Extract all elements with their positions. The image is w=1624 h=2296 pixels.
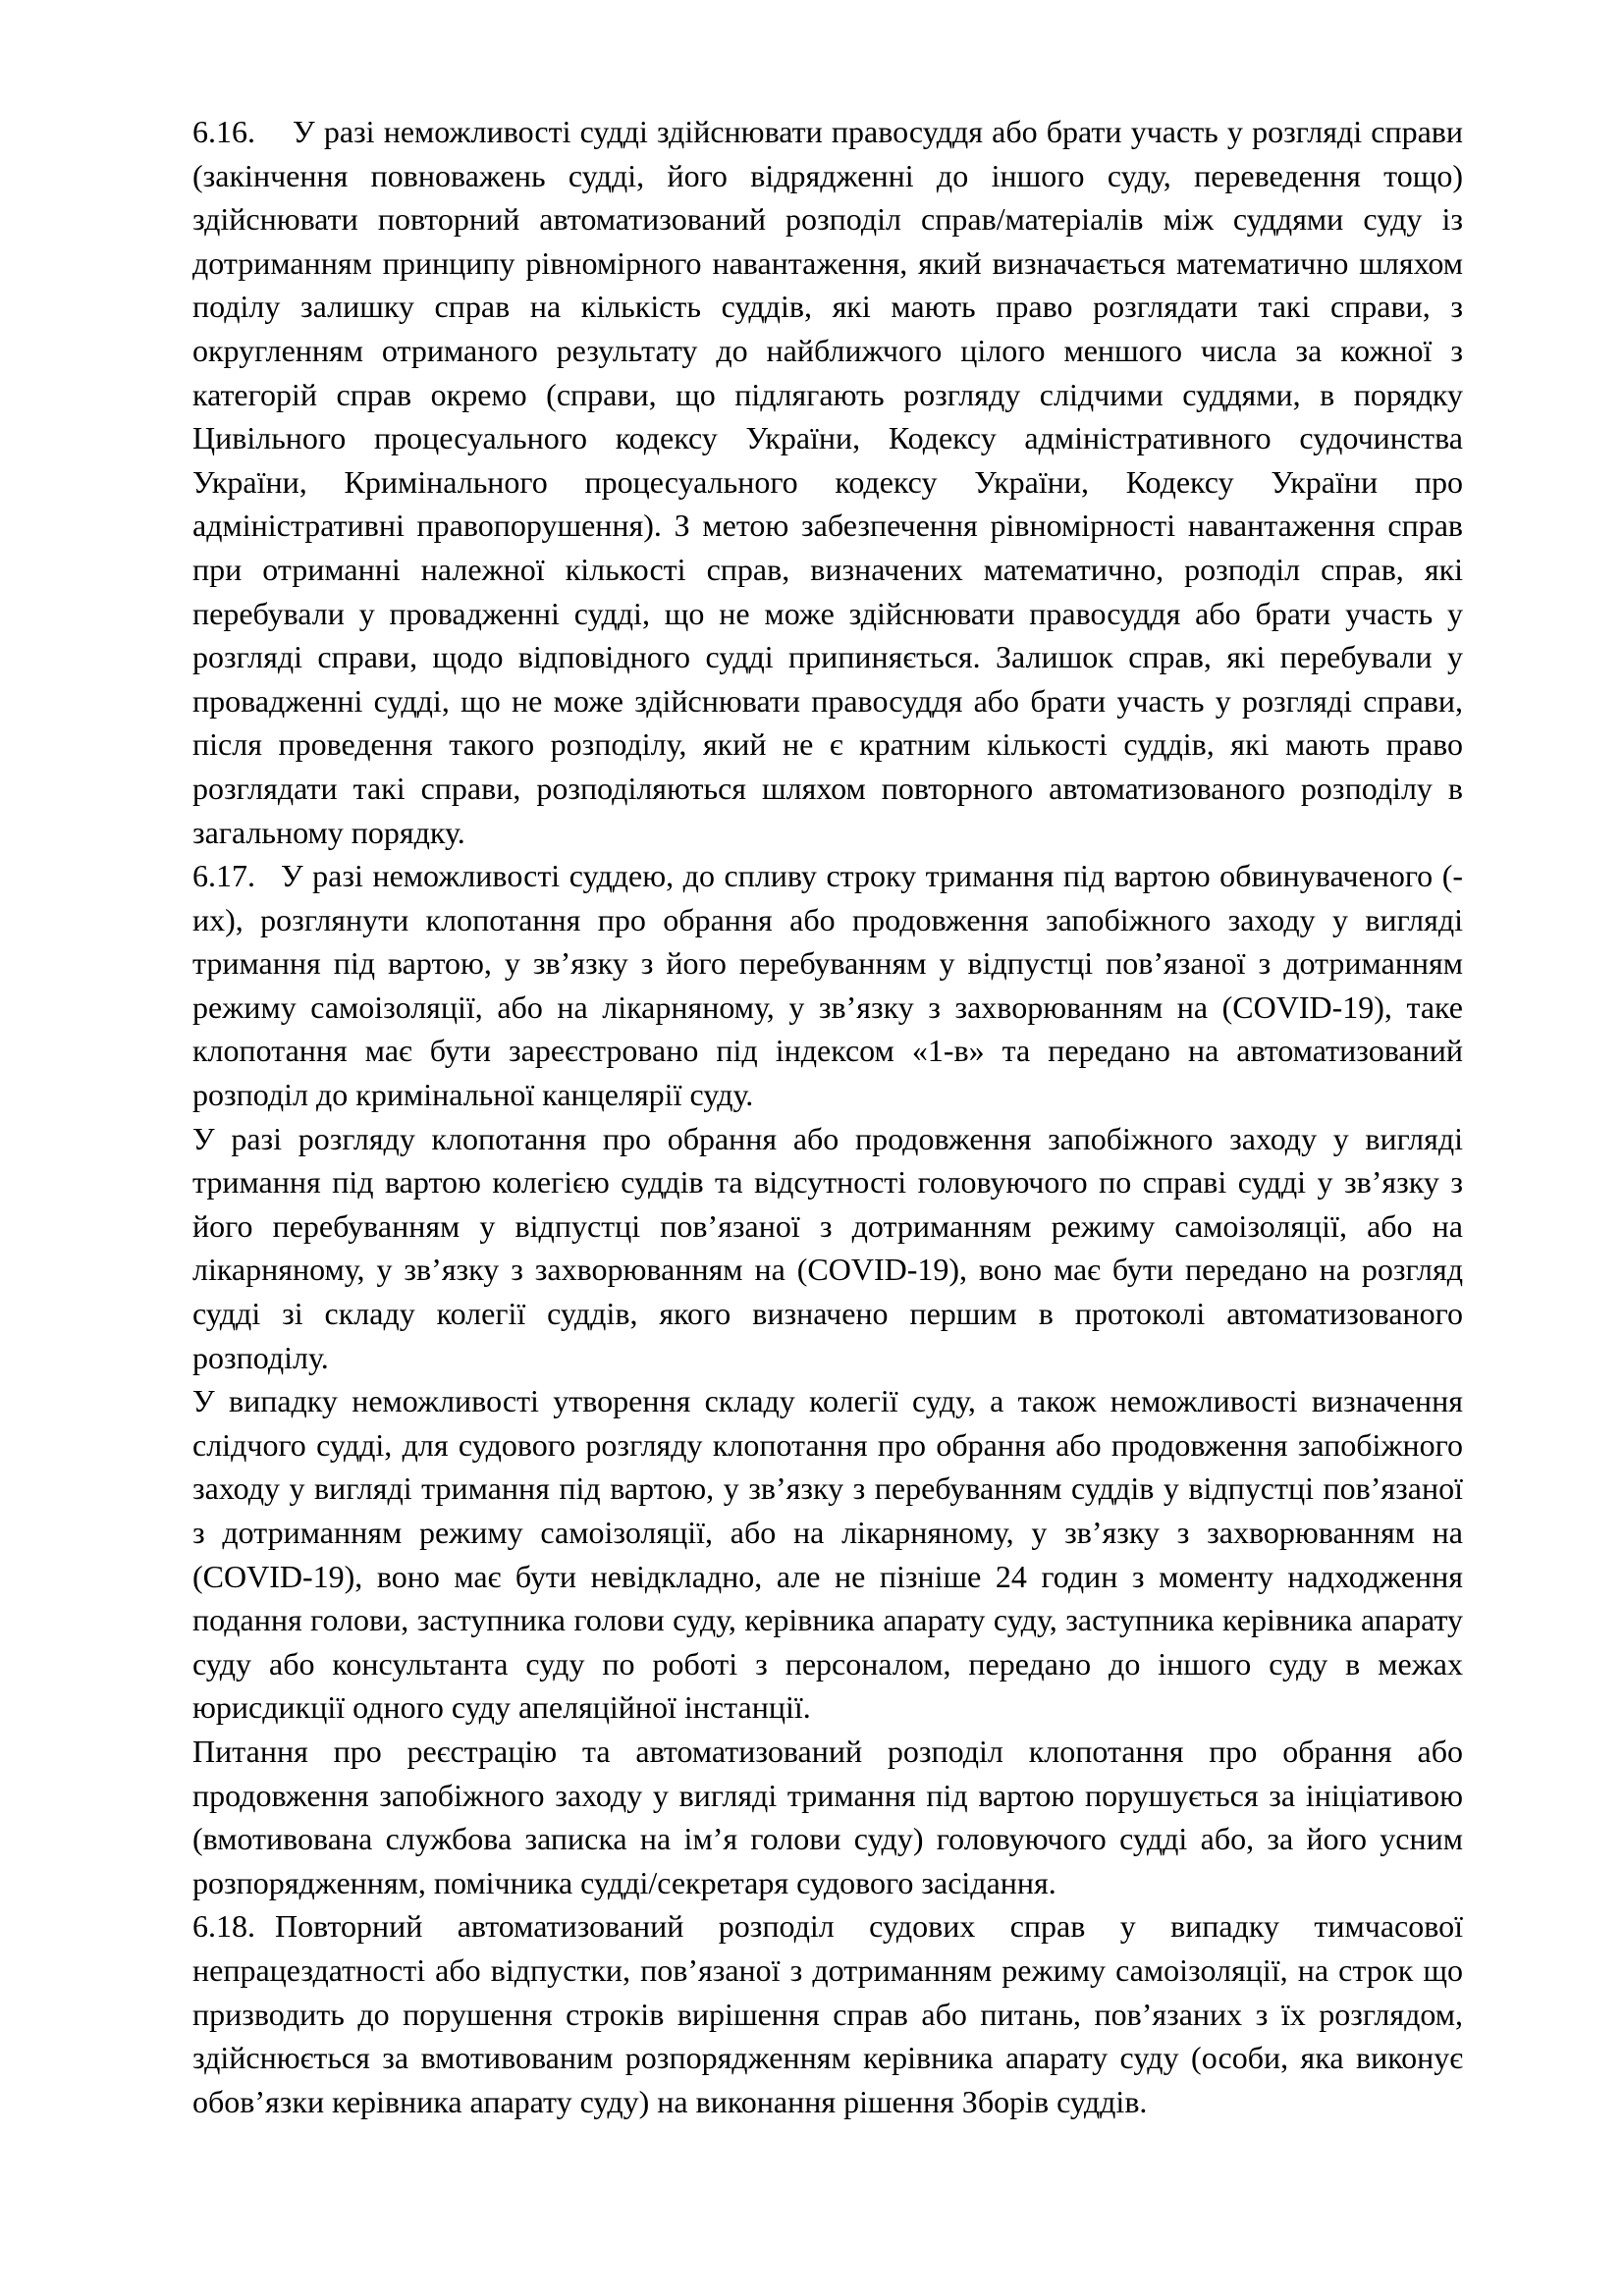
section-text: У разі неможливості судді здійснювати правосуддя або брати участь у розгляді справи (закінчення повноважень судді, його відрядженні до іншого суду, переведення тощо) здійснювати повторний автоматизований розподіл справ/матеріалів між суддями суду із дотриманням принципу рівномірного навантаження, який визначається математично шляхом поділу залишку справ на кількість суддів, які мають право розглядати такі справи, з округленням отриманого результату до найближчого цілого меншого числа за кожної з категорій справ окремо (справи, що підлягають розгляду слідчими суддями, в порядку Цивільного процесуального кодексу України, Кодексу адміністративного судочинства України, Кримінального процесуального кодексу України, Кодексу України про адміністративні правопорушення). З метою забезпечення рівномірності навантаження справ при отриманні належної кількості справ, визначених математично, розподіл справ, які перебували у провадженні судді, що не може здійснювати правосуддя або брати участь у розгляді справи, щодо відповідного судді припиняється. Залишок справ, які перебували у провадженні судді, що не може здійснювати правосуддя або брати участь у розгляді справи, після проведення такого розподілу, який не є кратним кількості суддів, які мають право розглядати такі справи, розподіляються шляхом повторного автоматизованого розподілу в загальному порядку. xyxy=(192,114,1463,850)
section-text: Повторний автоматизований розподіл судових справ у випадку тимчасової непрацездатності або відпустки, пов’язаної з дотриманням режиму самоізоляції, на строк що призводить до порушення строків вирішення справ або питань, пов’язаних з їх розглядом, здійснюється за вмотивованим розпорядженням керівника апарату суду (особи, яка виконує обов’язки керівника апарату суду) на виконання рішення Зборів суддів. xyxy=(192,1908,1463,2119)
paragraph-collegium xyxy=(192,1117,1463,1380)
paragraph-registration xyxy=(192,1730,1463,1904)
paragraph-impossibility xyxy=(192,1379,1463,1730)
section-number: 6.16. xyxy=(192,114,255,149)
section-number: 6.18. xyxy=(192,1908,255,1945)
paragraph-text: У випадку неможливості утворення складу колегії суду, а також неможливості визначення слідчого судді, для судового розгляду клопотання про обрання або продовження запобіжного заходу у вигляді тримання під вартою, у зв’язку з перебуванням суддів у відпустці пов’язаної з дотриманням режиму самоізоляції, або на лікарняному, у зв’язку з захворюванням на (COVID-19), воно має бути невідкладно, але не пізніше 24 годин з моменту надходження подання голови, заступника голови суду, керівника апарату суду, заступника керівника апарату суду або консультанта суду по роботі з персоналом, передано до іншого суду в межах юрисдикції одного суду апеляційної інстанції. xyxy=(192,1383,1463,1726)
section-6-18 xyxy=(192,1904,1463,2123)
paragraph-text: У разі розгляду клопотання про обрання або продовження запобіжного заходу у вигляді тримання під вартою колегією суддів та відсутності головуючого по справі судді у зв’язку з його перебуванням у відпустці пов’язаної з дотриманням режиму самоізоляції, або на лікарняному, у зв’язку з захворюванням на (COVID-19), воно має бути передано на розгляд судді зі складу колегії суддів, якого визначено першим в протоколі автоматизованого розподілу. xyxy=(192,1120,1463,1375)
section-number: 6.17. xyxy=(192,858,255,894)
section-text: У разі неможливості суддею, до спливу строку тримання під вартою обвинуваченого (-их), розглянути клопотання про обрання або продовження запобіжного заходу у вигляді тримання під вартою, у зв’язку з його перебуванням у відпустці пов’язаної з дотриманням режиму самоізоляції, або на лікарняному, у зв’язку з захворюванням на (COVID-19), таке клопотання має бути зареєстровано під індексом «1-в» та передано на автоматизований розподіл до кримінальної канцелярії суду. xyxy=(192,858,1463,1113)
section-6-16 xyxy=(192,110,1463,854)
section-6-17 xyxy=(192,854,1463,1117)
paragraph-text: Питання про реєстрацію та автоматизований розподіл клопотання про обрання або продовження запобіжного заходу у вигляді тримання під вартою порушується за ініціативою (вмотивована службова записка на ім’я голови суду) головуючого судді або, за його усним розпорядженням, помічника судді/секретаря судового засідання. xyxy=(192,1733,1463,1900)
document-page xyxy=(192,110,1463,2123)
